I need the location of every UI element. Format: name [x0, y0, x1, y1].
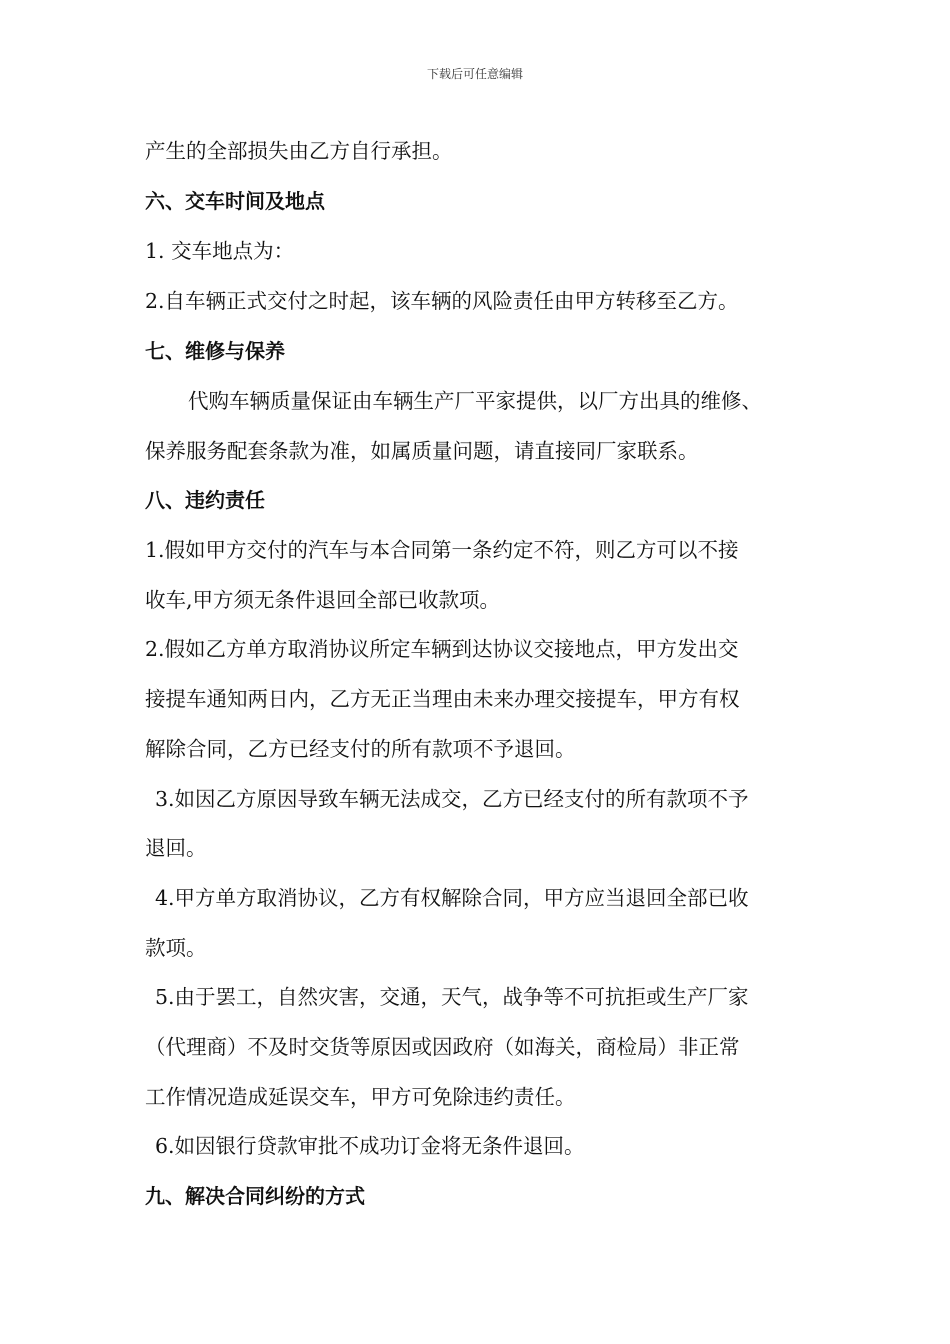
- text-line: 2.假如乙方单方取消协议所定车辆到达协议交接地点，甲方发出交: [145, 637, 739, 661]
- text-line: 保养服务配套条款为准，如属质量问题，请直接同厂家联系。: [145, 439, 699, 463]
- text-line: 代购车辆质量保证由车辆生产厂平家提供，以厂方出具的维修、: [188, 389, 762, 413]
- text-line: 6.如因银行贷款审批不成功订金将无条件退回。: [155, 1134, 585, 1158]
- text-line: 退回。: [145, 836, 207, 860]
- text-line: 5.由于罢工，自然灾害，交通，天气，战争等不可抗拒或生产厂家: [155, 985, 749, 1009]
- section-heading-7: 七、维修与保养: [145, 339, 285, 363]
- text-line: 1. 交车地点为：: [145, 239, 295, 263]
- section-heading-8: 八、违约责任: [145, 488, 265, 512]
- section-heading-6: 六、交车时间及地点: [145, 189, 325, 213]
- text-line: （代理商）不及时交货等原因或因政府（如海关，商检局）非正常: [145, 1035, 740, 1059]
- text-line: 解除合同，乙方已经支付的所有款项不予退回。: [145, 737, 576, 761]
- section-heading-9: 九、解决合同纠纷的方式: [145, 1184, 365, 1208]
- text-line: 2.自车辆正式交付之时起，该车辆的风险责任由甲方转移至乙方。: [145, 289, 739, 313]
- text-line: 4.甲方单方取消协议，乙方有权解除合同，甲方应当退回全部已收: [155, 886, 749, 910]
- text-line: 接提车通知两日内，乙方无正当理由未来办理交接提车，甲方有权: [145, 687, 740, 711]
- page-header: 下载后可任意编辑: [426, 67, 523, 81]
- text-line: 款项。: [145, 936, 207, 960]
- text-line: 产生的全部损失由乙方自行承担。: [145, 139, 453, 163]
- text-line: 3.如因乙方原因导致车辆无法成交，乙方已经支付的所有款项不予: [155, 787, 749, 811]
- text-line: 1.假如甲方交付的汽车与本合同第一条约定不符，则乙方可以不接: [145, 538, 739, 562]
- text-line: 收车,甲方须无条件退回全部已收款项。: [145, 588, 501, 612]
- text-line: 工作情况造成延误交车，甲方可免除违约责任。: [145, 1085, 576, 1109]
